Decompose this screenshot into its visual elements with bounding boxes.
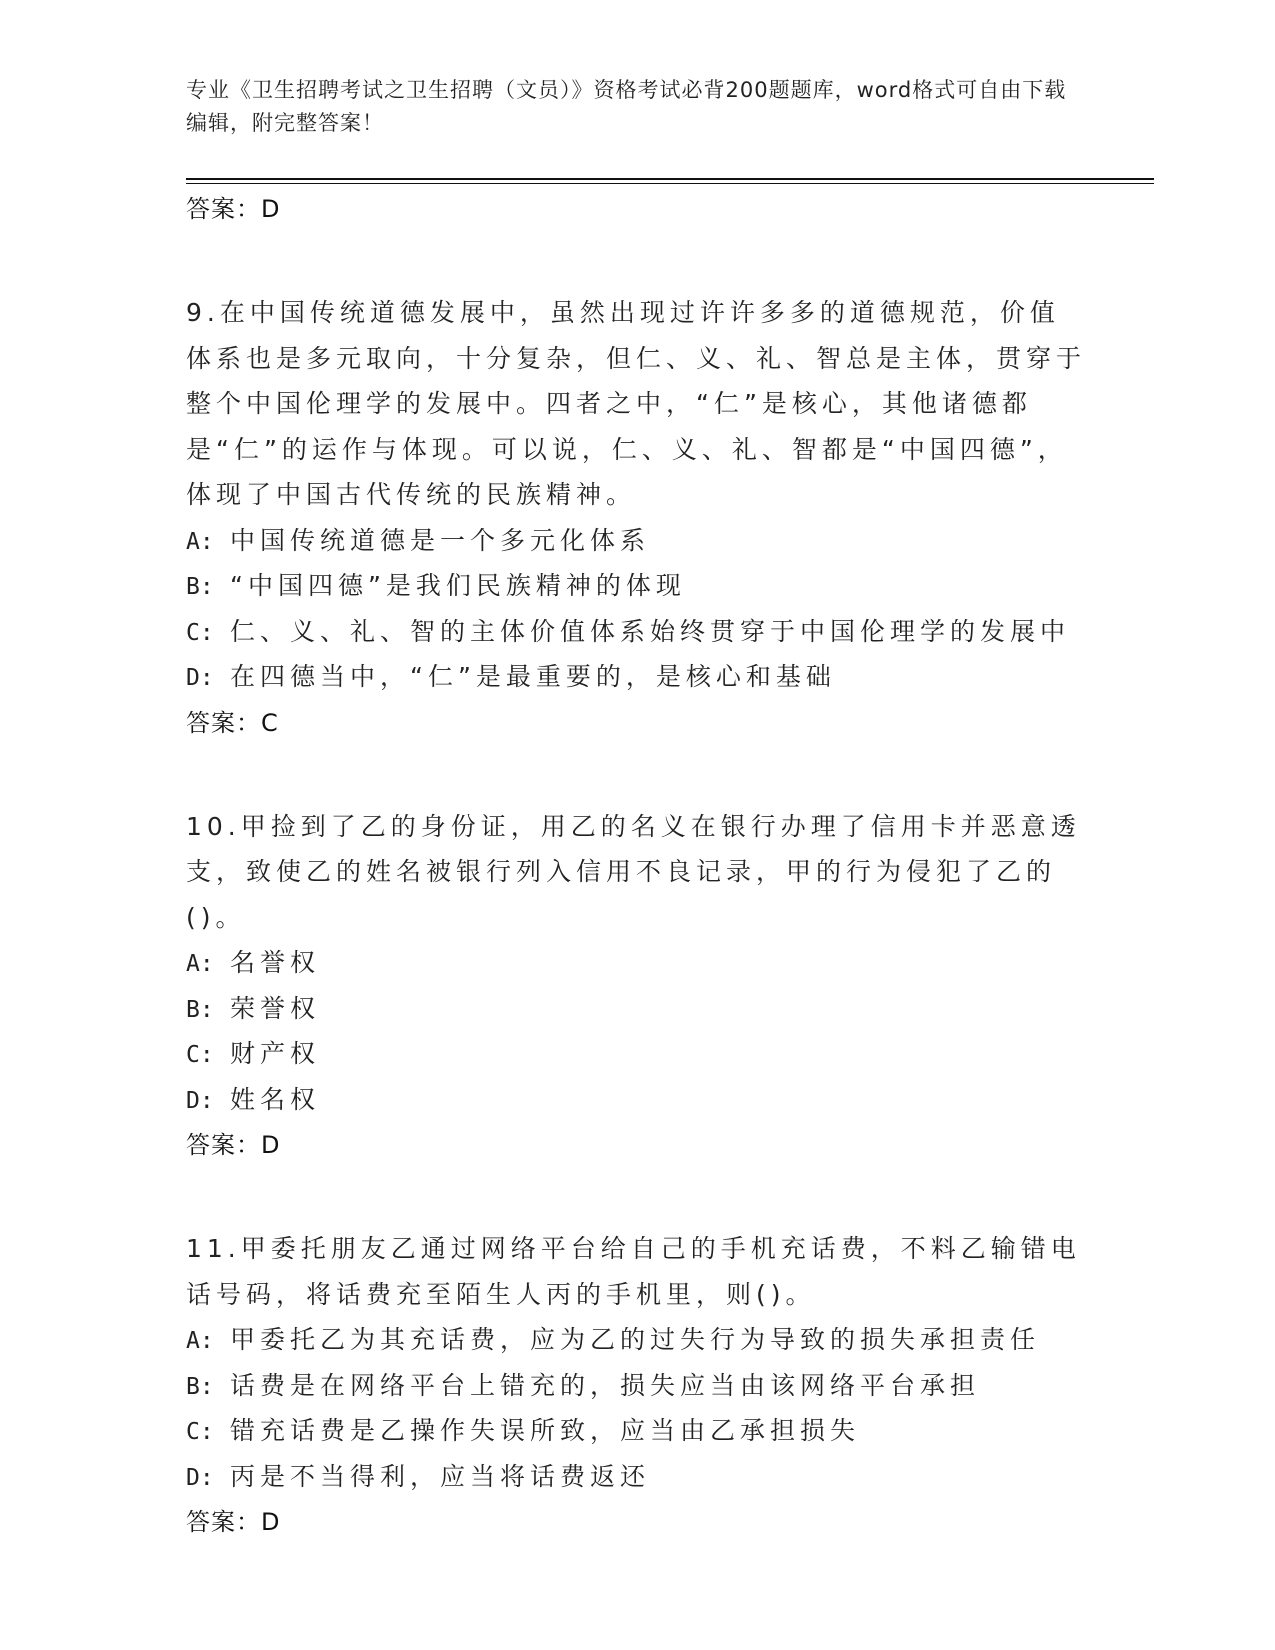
option-b [186, 563, 1086, 609]
option-letter: B: [186, 996, 214, 1023]
option-text: 财产权 [230, 1039, 321, 1068]
option-a [186, 518, 1086, 564]
option-text: 话费是在网络平台上错充的，损失应当由该网络平台承担 [230, 1370, 981, 1400]
question-stem: 11.甲委托朋友乙通过网络平台给自己的手机充话费，不料乙输错电话号码，将话费充至陌生人丙的手机里，则()。 [186, 1234, 1081, 1309]
option-letter: D: [186, 1464, 214, 1491]
header-rule-thick [186, 178, 1154, 180]
option-b [186, 1363, 1086, 1409]
answer-line: 答案：D [186, 1508, 281, 1536]
option-text: 中国传统道德是一个多元化体系 [230, 525, 651, 555]
option-text: 姓名权 [230, 1084, 321, 1114]
option-letter: B: [186, 1373, 214, 1400]
option-text: 荣誉权 [230, 993, 321, 1023]
option-text: 错充话费是乙操作失误所致，应当由乙承担损失 [230, 1416, 861, 1445]
option-letter: C: [186, 1042, 214, 1068]
option-d [186, 1454, 1086, 1500]
option-d [186, 654, 1086, 700]
question-stem: 10.甲捡到了乙的身份证，用乙的名义在银行办理了信用卡并恶意透支，致使乙的姓名被银行列入信用不良记录，甲的行为侵犯了乙的()。 [186, 811, 1081, 932]
option-c [186, 1031, 1086, 1077]
option-a [186, 940, 1086, 986]
question-9 [186, 290, 1086, 746]
option-letter: A: [186, 528, 214, 555]
option-letter: C: [186, 619, 214, 646]
option-letter: A: [186, 1328, 214, 1354]
option-c [186, 1408, 1086, 1454]
answer-line: 答案：C [186, 708, 279, 737]
answer-line: 答案：D [186, 1131, 281, 1159]
option-d [186, 1077, 1086, 1123]
option-text: “中国四德”是我们民族精神的体现 [230, 571, 686, 600]
header-rule-thin [186, 183, 1154, 184]
question-11 [186, 1226, 1086, 1545]
option-letter: D: [186, 665, 214, 691]
option-letter: D: [186, 1087, 214, 1114]
question-10 [186, 804, 1086, 1169]
option-b [186, 986, 1086, 1032]
option-text: 仁、义、礼、智的主体价值体系始终贯穿于中国伦理学的发展中 [230, 616, 1071, 646]
page-header: 专业《卫生招聘考试之卫生招聘（文员）》资格考试必背200题题库，word格式可自由下载编辑，附完整答案！ [186, 78, 1067, 135]
option-letter: B: [186, 574, 214, 600]
option-text: 丙是不当得利，应当将话费返还 [230, 1461, 651, 1491]
option-a [186, 1317, 1086, 1363]
option-text: 甲委托乙为其充话费，应为乙的过失行为导致的损失承担责任 [230, 1325, 1041, 1354]
question-stem: 9.在中国传统道德发展中，虽然出现过许许多多的道德规范，价值体系也是多元取向，十分复杂，但仁、义、礼、智总是主体，贯穿于整个中国伦理学的发展中。四者之中，“仁”是核心，其他诸德都是“仁”的运作与体现。可以说，仁、义、礼、智都是“中国四德”，体现了中国古代传统的民族精神。 [186, 298, 1087, 509]
option-letter: C: [186, 1419, 214, 1445]
question-list [186, 186, 1086, 1545]
option-text: 在四德当中，“仁”是最重要的，是核心和基础 [230, 662, 836, 691]
option-letter: A: [186, 951, 214, 977]
previous-answer: 答案：D [186, 195, 281, 223]
option-text: 名誉权 [230, 948, 321, 977]
option-c [186, 609, 1086, 655]
